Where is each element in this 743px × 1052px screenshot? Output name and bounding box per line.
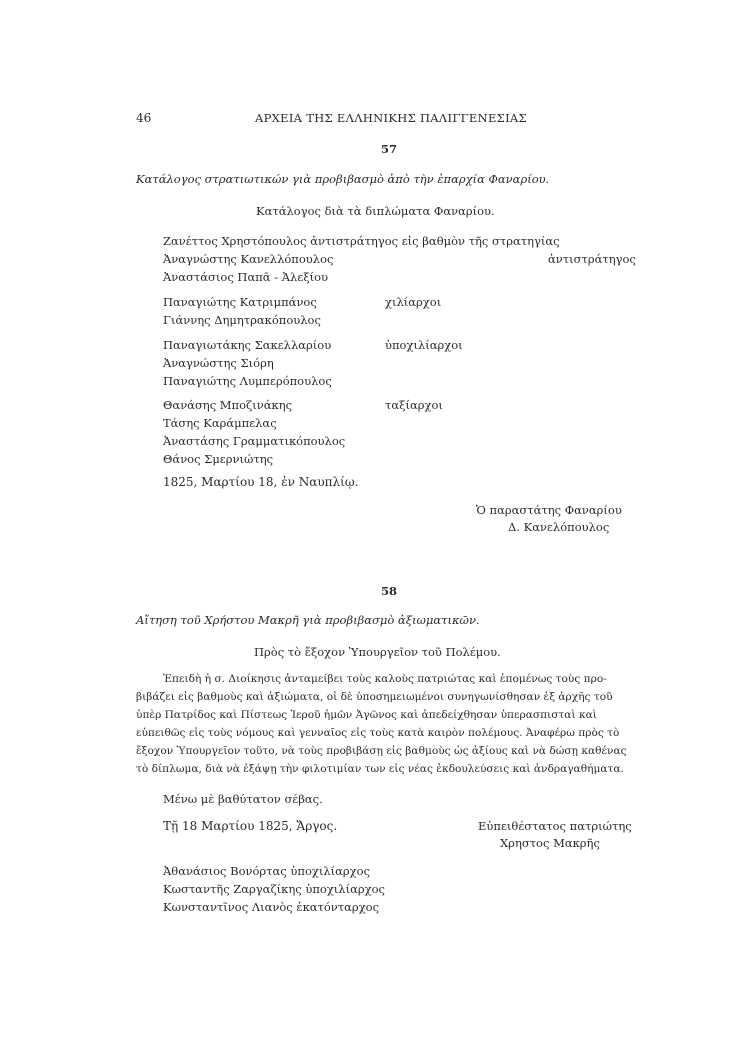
document-number: 58	[381, 584, 398, 598]
person-name: Παναγιώτης Λυμπερόπουλος	[163, 374, 332, 388]
rank-label: ὑποχιλίαρχοι	[385, 338, 463, 352]
person-name: Ἀναγνώστης Κανελλόπουλος	[163, 252, 334, 266]
list-item	[163, 434, 345, 448]
list-item	[163, 452, 273, 466]
list-item	[163, 356, 274, 370]
body-line: ἔξοχον Ὑπουργεῖον τοῦτο, νὰ τοὺς προβιβάσῃ εἰς βαθμοὺς ὡς ἀξίους καὶ νὰ δώσῃ καθένας	[136, 745, 627, 757]
document-heading: Πρὸς τὸ ἔξοχον Ὑπουργεῖον τοῦ Πολέμου.	[254, 645, 501, 659]
person-name: Παναγιώτης Κατριμπάνος	[163, 295, 317, 309]
list-item	[163, 374, 332, 388]
signature-name: Χρηστος Μακρῆς	[500, 836, 600, 850]
person-name: Ἀναστάσιος Παπᾶ - Ἀλεξίου	[163, 270, 329, 284]
list-item	[163, 313, 321, 327]
person-name: Ζανέττος Χρηστόπουλος ἀντιστράτηγος εἰς βαθμὸν τῆς στρατηγίας	[163, 234, 560, 248]
rank-label: ἀντιστράτηγος	[548, 252, 636, 266]
person-name: Παναγιωτάκης Σακελλαρίου	[163, 338, 332, 352]
body-line: βιβάζει εἰς βαθμοὺς καὶ ἀξιώματα, οἱ δὲ ὑποσημειωμένοι συνηγωνίσθησαν ἐξ ἀρχῆς τοῦ	[136, 691, 613, 703]
person-name: Ἀναγνώστης Σιόρη	[163, 356, 274, 370]
list-item	[163, 270, 328, 284]
person-name: Θανάσης Μποζινάκης	[163, 398, 293, 412]
rank-label: χιλίαρχοι	[385, 295, 442, 309]
list-item: Κωσταντῆς Ζαργαζίκης ὑποχιλίαρχος	[163, 882, 385, 896]
list-item	[163, 416, 277, 430]
list-item: Κωνσταντῖνος Λιανὸς ἑκατόνταρχος	[163, 900, 380, 914]
person-name: Τάσης Καράμπελας	[163, 416, 277, 430]
person-name: Ἀναστάσης Γραμματικόπουλος	[163, 434, 346, 448]
document-title: Κατάλογος στρατιωτικών γιὰ προβιβασμὸ ἀπὸ τὴν ἐπαρχία Φαναρίου.	[136, 172, 550, 186]
list-item	[163, 398, 443, 412]
signature-title: Εὐπειθέστατος πατριώτης	[478, 819, 632, 833]
date-place: Τῇ 18 Μαρτίου 1825, Ἄργος.	[163, 819, 338, 833]
document-heading: Κατάλογος διὰ τὰ διπλώματα Φαναρίου.	[256, 204, 495, 218]
list-item	[163, 295, 442, 309]
list-item	[163, 338, 463, 352]
page-number: 46	[136, 111, 152, 125]
list-item	[163, 234, 560, 248]
closing-line: Μένω μὲ βαθύτατον σέβας.	[163, 792, 323, 806]
signature-name: Δ. Κανελόπουλος	[508, 520, 610, 534]
body-line: ὑπὲρ Πατρίδος καὶ Πίστεως Ἱεροῦ ἡμῶν Ἀγῶνος καὶ ἀπεδείχθησαν ὑπερασπισταὶ καὶ	[136, 709, 597, 721]
running-title: ΑΡΧΕΙΑ ΤΗΣ ΕΛΛΗΝΙΚΗΣ ΠΑΛΙΓΓΕΝΕΣΙΑΣ	[255, 111, 527, 125]
person-name: Γιάννης Δημητρακόπουλος	[163, 313, 321, 327]
date-place: 1825, Μαρτίου 18, ἐν Ναυπλίῳ.	[163, 475, 359, 489]
document-number: 57	[381, 142, 398, 156]
signature-title: Ὁ παραστάτης Φαναρίου	[476, 503, 622, 517]
document-title: Αἴτηση τοῦ Χρήστου Μακρῆ γιὰ προβιβασμὸ ἀξιωματικῶν.	[136, 613, 480, 627]
body-line: τὸ δίπλωμα, διὰ νὰ ἐξάψῃ τὴν φιλοτιμίαν των εἰς νέας ἐκδουλεύσεις καὶ ἀνδραγαθήματα.	[136, 763, 624, 775]
list-item: Ἀθανάσιος Βονόρτας ὑποχιλίαρχος	[163, 864, 371, 878]
body-line: εὐπειθῶς εἰς τοὺς νόμους καὶ γενναῖος εἰς τοὺς κατὰ καιρὸν πολέμους. Ἀναφέρω πρὸς τὸ	[136, 727, 620, 739]
person-name: Θάνος Σμερνιώτης	[163, 452, 274, 466]
list-item	[163, 252, 636, 266]
body-line: Ἐπειδὴ ἡ σ. Διοίκησις ἀνταμείβει τοὺς καλοὺς πατριώτας καὶ ἑπομένως τοὺς προ-	[163, 673, 607, 685]
rank-label: ταξίαρχοι	[385, 398, 443, 412]
